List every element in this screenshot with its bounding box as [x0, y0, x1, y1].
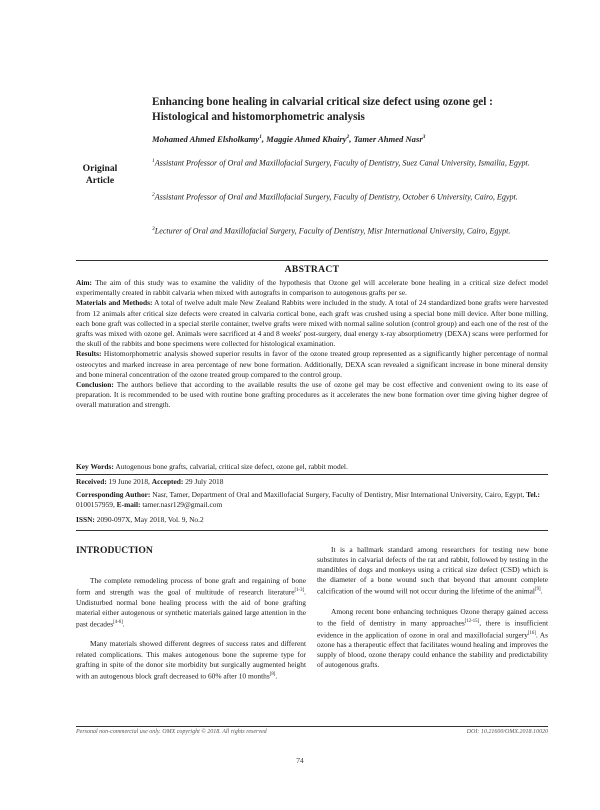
accepted-label: Accepted:: [151, 477, 184, 486]
abstract-label: Materials and Methods:: [76, 298, 153, 308]
corresponding-author: [76, 490, 548, 510]
affiliation: [152, 224, 548, 237]
keywords: [76, 462, 548, 472]
issn-label: ISSN:: [76, 515, 95, 524]
author-name: Mohamed Ahmed Elsholkamy: [152, 134, 260, 144]
issn-line: [76, 515, 548, 525]
author-affiliation-mark: 1: [259, 134, 262, 141]
keywords-text: Autogenous bone grafts, calvarial, critical size defect, ozone gel, rabbit model.: [115, 462, 348, 471]
affiliation: [152, 156, 548, 169]
author-name: Tamer Ahmed Nasr: [353, 134, 423, 144]
abstract-text: The authors believe that according to the available results the use of ozone gel may be cost effective and convenient owing to its ease of preparation. It is recommended to be used with routine bone grafting procedures as it accelerates the new bone formation over time giving higher degree of overall maturation and strength.: [76, 380, 548, 410]
abstract-aim: [76, 278, 548, 298]
citation: [8]: [269, 671, 276, 677]
article-type-line: Article: [85, 175, 115, 186]
abstract-text: The aim of this study was to examine the validity of the hypothesis that Ozone gel will accelerate bone healing in a critical size defect model experimentally created in rabbit calvaria when mixed with autografts in comparison to autogenous grafts per se.: [76, 278, 548, 298]
abstract-body: [76, 278, 548, 411]
section-heading: INTRODUCTION: [76, 545, 153, 556]
tel-label: Tel.:: [526, 490, 540, 499]
affiliation-mark: 2: [152, 192, 155, 198]
affiliation-mark: 3: [152, 226, 155, 232]
abstract-label: Results:: [76, 349, 102, 359]
article-type-label: [70, 163, 130, 187]
abstract-text: Histomorphometric analysis showed superior results in favor of the ozone treated group represented as a significantly higher percentage of normal osteocytes and marked increase in area percentage of new bone formation. Additionally, DEXA scan revealed a significant increase in bone mineral density and bone mineral concentration of the ozone treated group compared to the control group.: [76, 349, 548, 379]
keywords-label: Key Words:: [76, 462, 114, 471]
tel-value: 0100157959,: [76, 500, 115, 510]
abstract-results: [76, 349, 548, 380]
received-label: Received:: [76, 477, 107, 486]
author-affiliation-mark: 3: [422, 134, 426, 141]
accepted-date: 29 July 2018: [185, 477, 224, 486]
abstract-text: A total of twelve adult male New Zealand Rabbits were included in the study. A total of 24 standardized bone grafts were harvested from 12 animals after critical size defects were created in calvaria cortical bone, each graft was crushed using a special bone mill device. After bone milling, each bone graft was collected in a special sterile container, twelve grafts were mixed with normal saline solution (control group) and each one of the rest of the grafts was mixed with ozone gel. Animals were sacrificed at 4 and 8 weeks' post-surgery, dual energy x-ray absorptiometry (DEXA) scans were performed for the skull of the rabbits and bone specimens were collected for histological examination.: [76, 298, 548, 349]
text-column-right: [317, 545, 548, 670]
text-column-left: [76, 576, 306, 681]
abstract-label: Conclusion:: [76, 380, 114, 390]
email-value[interactable]: tamer.nasr129@gmail.com: [142, 500, 223, 510]
citation: [16]: [527, 630, 536, 636]
author-affiliation-mark: 2: [346, 134, 350, 141]
citation: [1-3]: [294, 588, 305, 594]
citation: [4-6]: [113, 619, 123, 625]
abstract-label: Aim:: [76, 278, 93, 287]
affiliation-mark: 1: [152, 158, 155, 164]
abstract-heading: ABSTRACT: [284, 264, 340, 275]
page-number: 74: [296, 756, 304, 765]
copyright-notice: Personal non-commercial use only. OMX copyright © 2018. All rights reserved: [76, 729, 267, 735]
received-date: 19 June 2018,: [108, 477, 150, 486]
divider: [76, 726, 548, 727]
paragraph: Many materials showed different degrees of success rates and different related complications. This makes autogenous bone the supreme type for grafting in spite of the donor site morbidity but surgically augmented height with an autogenous block graft decreased to 60% after 10 months[8].: [76, 639, 306, 681]
author-name: Maggie Ahmed Khairy: [266, 134, 347, 144]
dates-line: [76, 477, 548, 487]
affiliation-text: Lecturer of Oral and Maxillofacial Surgery, Faculty of Dentistry, Misr International University, Cairo, Egypt.: [154, 226, 511, 236]
citation: [9]: [534, 587, 541, 593]
author-list: Mohamed Ahmed Elsholkamy$^1$, Maggie Ahmed Khairy$^2$, Tamer Ahmed Nasr$^3$: [152, 134, 426, 144]
paragraph: Among recent bone enhancing techniques Ozone therapy gained access to the field of dentistry in many approaches[12-15], there is insufficient evidence in the application of ozone in oral and maxillofacial surgery[16]. As ozone has a therapeutic effect that facilitates wound healing and improves the supply of blood, ozone therapy could enhance the stability and predictability of autogenous grafts.: [317, 606, 548, 670]
divider: [76, 530, 548, 531]
affiliation-text: Assistant Professor of Oral and Maxillofacial Surgery, Faculty of Dentistry, October 6 University, Cairo, Egypt.: [154, 192, 518, 202]
divider: [76, 474, 548, 475]
email-label: E-mail:: [116, 500, 141, 510]
paper-title: Enhancing bone healing in calvarial critical size defect using ozone gel : Histological and histomorphometric analysis: [152, 96, 493, 123]
article-type-line: Original: [82, 163, 118, 174]
paragraph: The complete remodeling process of bone graft and regaining of bone form and strength was the goal of multitude of research literature[1-3]. Undisturbed normal bone healing process with the aid of bone grafting material either autogenous or synthetic materials gained large attention in the past decades[4-6].: [76, 576, 306, 629]
paragraph: It is a hallmark standard among researchers for testing new bone substitutes in calvarial defects of the rat and rabbit, followed by testing in the mandibles of dogs and monkeys using a critical size defect (CSD) which is the diameter of a bone wound such that beyond that amount complete calcification of the wound will not occur during the lifetime of the animal[9].: [317, 545, 548, 596]
affiliation-text: Assistant Professor of Oral and Maxillofacial Surgery, Faculty of Dentistry, Suez Canal University, Ismailia, Egypt.: [154, 158, 530, 168]
affiliation: [152, 190, 548, 203]
corresponding-text: Nasr, Tamer, Department of Oral and Maxillofacial Surgery, Faculty of Dentistry, Misr International University, Cairo, Egypt,: [152, 490, 525, 499]
abstract-conclusion: [76, 380, 548, 411]
abstract-methods: [76, 298, 548, 349]
divider: [76, 260, 548, 261]
corresponding-label: Corresponding Author:: [76, 490, 151, 499]
issn-text: 2090-097X, May 2018, Vol. 9, No.2: [96, 515, 204, 524]
doi: DOI: 10.21600/OMX.2018.10020: [466, 729, 548, 735]
citation: [12-15]: [464, 619, 480, 625]
